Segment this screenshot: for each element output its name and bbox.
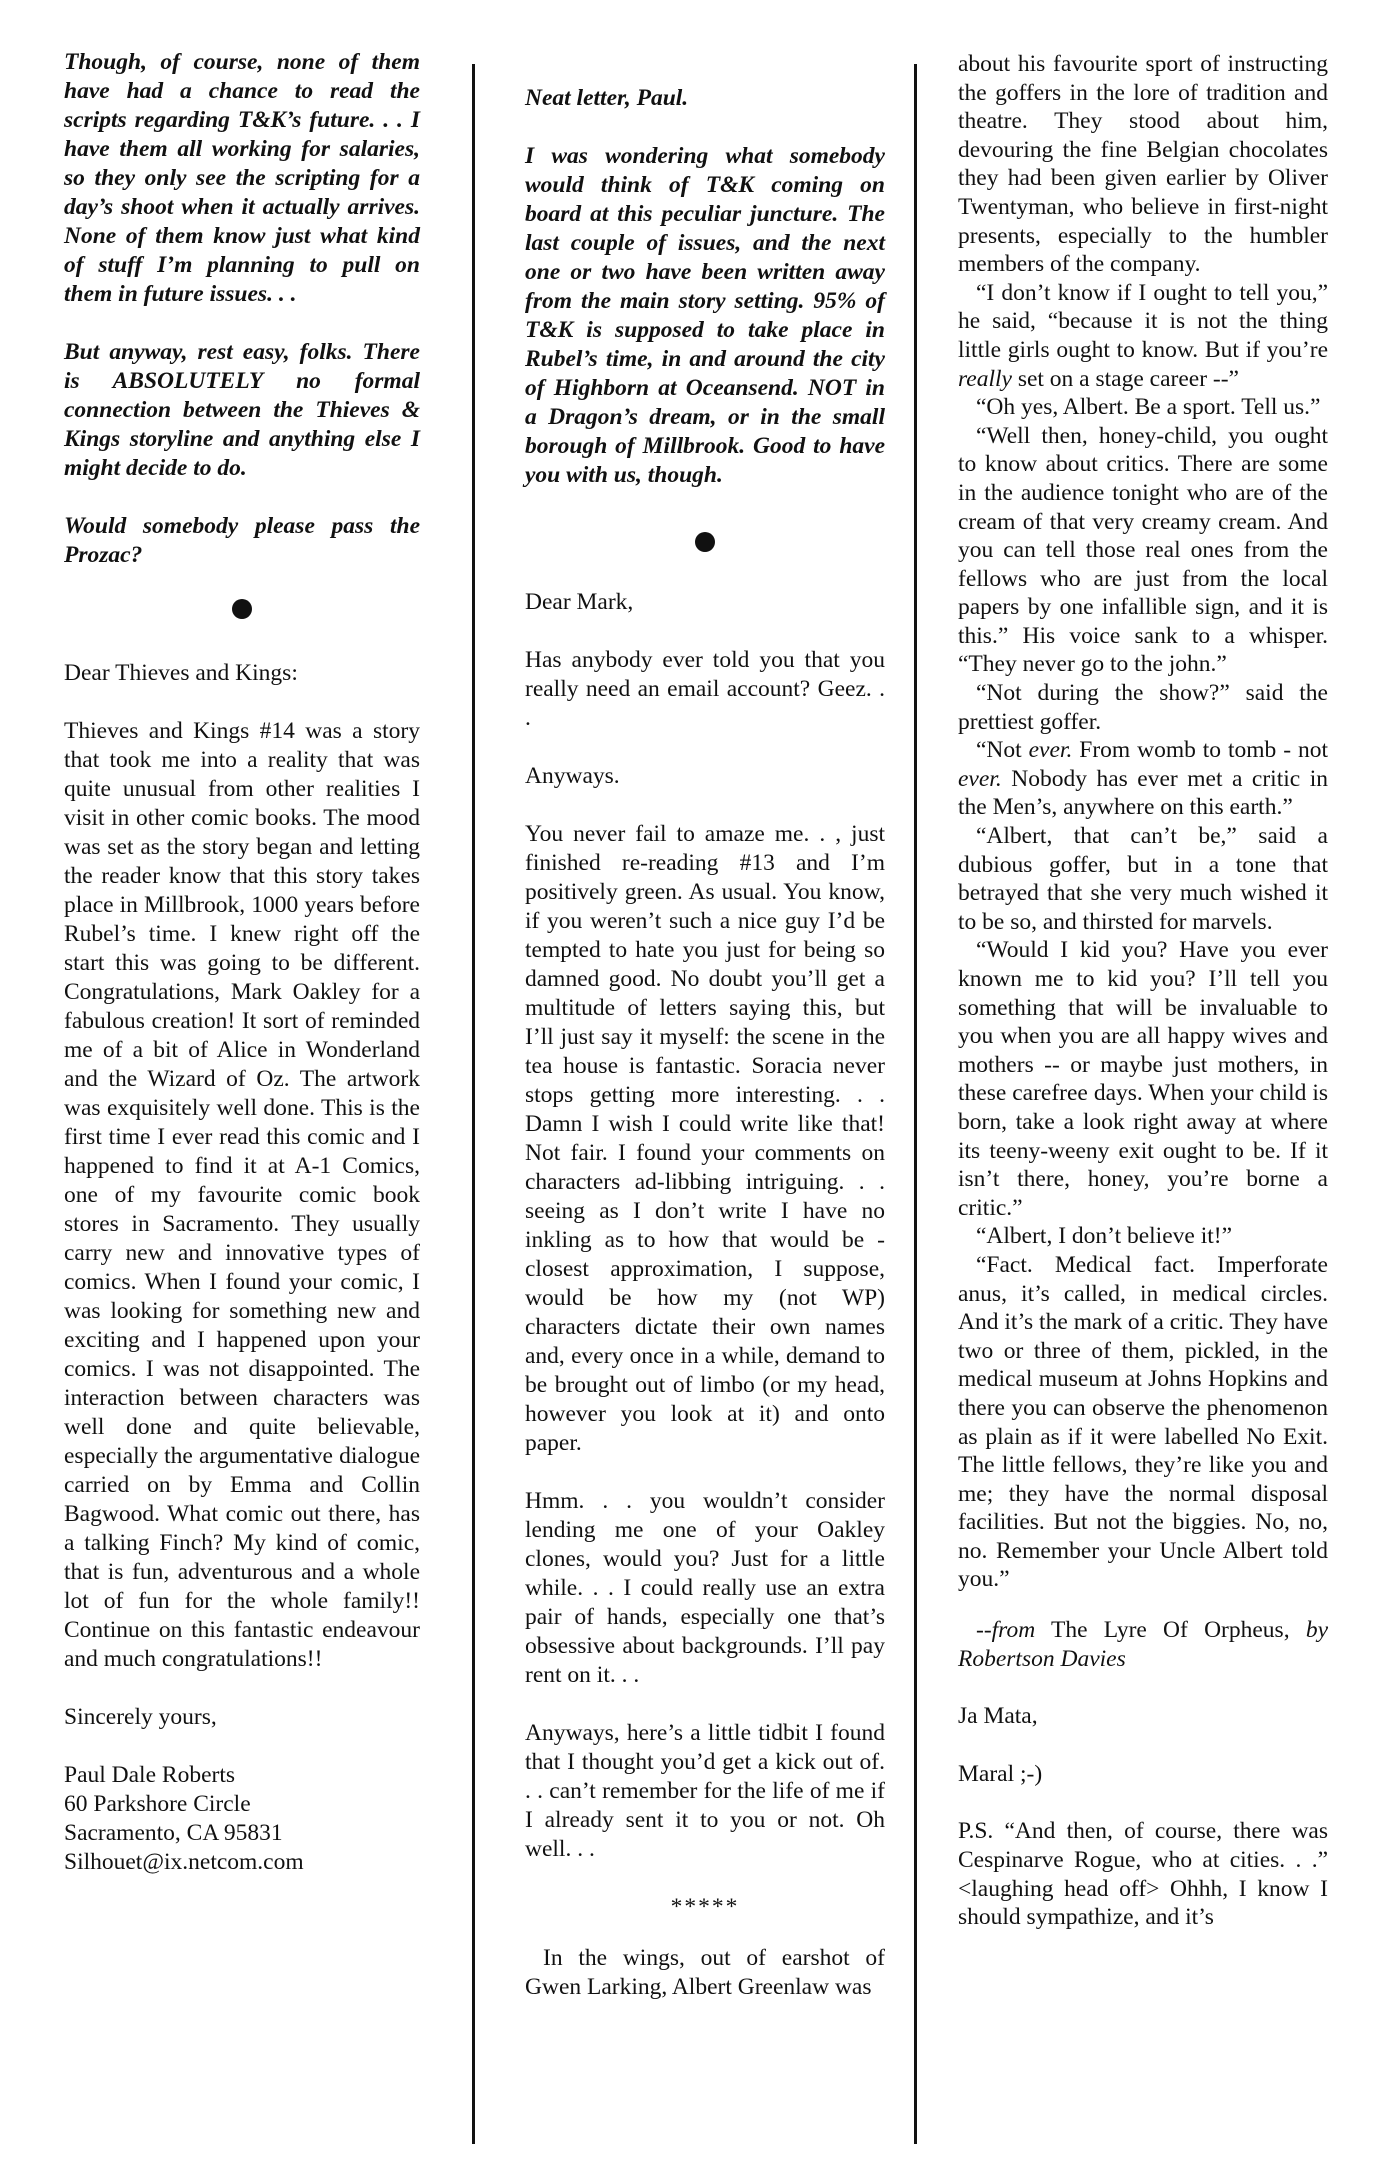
excerpt-emphasis: ever. [1028,737,1073,764]
excerpt-paragraph: “Would I kid you? Have you ever known me to kid you? I’ll tell you something that will be invaluable to you when you are all happy wives and mothers -- or maybe just mothers, in these carefree days. When your child is born, take a look right away at where its teeny-weeny exit ought to be. If it isn’t there, honey, you’re borne a critic.” [958,937,1328,1221]
editor-reply-paragraph: Neat letter, Paul. [525,85,689,111]
excerpt-paragraph [958,279,1328,393]
letter-closing: Sincerely yours, [64,1704,217,1730]
excerpt-text: set on a stage career --” [1011,365,1239,392]
signature-street: 60 Parkshore Circle [64,1791,251,1817]
source-author: by Robertson Davies [958,1617,1328,1672]
excerpt-paragraph: “Not during the show?” said the prettiest goffer. [958,680,1328,735]
column-left [64,48,420,1877]
source-title: The Lyre Of Orpheus, [1035,1617,1306,1644]
excerpt-paragraph: “Albert, I don’t believe it!” [976,1223,1233,1250]
excerpt-paragraph: “Oh yes, Albert. Be a sport. Tell us.” [976,394,1321,421]
letter-paragraph: Has anybody ever told you that you really need an email account? Geez. . . [525,647,885,731]
letter-paragraph: Anyways. [525,763,620,789]
excerpt-text: From womb to tomb - not [1072,737,1328,764]
excerpt-text: Nobody has ever met a critic in the Men’s, anywhere on this earth.” [958,765,1328,821]
source-prefix: --from [976,1617,1036,1644]
editor-reply-paragraph: I was wondering what somebody would think of T&K coming on board at this peculiar juncture. The last couple of issues, and the next one or two have been written away from the main story setting. 95% of T&K is supposed to take place in Rubel’s time, in and around the city of Highborn at Oceansend. NOT in a Dragon’s dream, or in the small borough of Millbrook. Good to have you with us, though. [525,143,885,488]
letter-sender: Maral ;-) [958,1760,1043,1787]
letter-signoff: Ja Mata, [958,1703,1038,1730]
excerpt-emphasis: ever. [958,765,1002,792]
column-divider-left [472,64,475,2144]
excerpt-paragraph [958,736,1328,822]
section-separator: ***** [670,1894,740,1920]
editor-reply-paragraph: But anyway, rest easy, folks. There is ABSOLUTELY no formal connection between the Thieves & Kings storyline and anything else I might decide to do. [64,339,420,481]
letter-body: Thieves and Kings #14 was a story that took me into a reality that was quite unusual from other realities I visit in other comic books. The mood was set as the story began and letting the reader know that this story takes place in Millbrook, 1000 years before Rubel’s time. I knew right off the start this was going to be different. Congratulations, Mark Oakley for a fabulous creation! It sort of reminded me of a bit of Alice in Wonderland and the Wizard of Oz. The artwork was exquisitely well done. This is the first time I ever read this comic and I happened to find it at A-1 Comics, one of my favourite comic book stores in Sacramento. They usually carry new and innovative types of comics. When I found your comic, I was looking for something new and exciting and I happened upon your comics. I was not disappointed. The interaction between characters was well done and quite believable, especially the argumentative dialogue carried on by Emma and Collin Bagwood. What comic out there, has a talking Finch? My kind of comic, that is fun, adventurous and a whole lot of fun for the whole family!! Continue on this fantastic endeavour and much congratulations!! [64,718,420,1672]
excerpt-paragraph: “Fact. Medical fact. Imperforate anus, it’s called, in medical circles. And it’s the mark of a critic. They have two or three of them, pickled, in the medical museum at Johns Hopkins and there you can observe the phenomenon as plain as if it were labelled No Exit. The little fellows, they’re like you and me; they have the normal disposal facilities. But not the biggies. No, no, no. Remember your Uncle Albert told you.” [958,1251,1328,1593]
excerpt-text: “I don’t know if I ought to tell you,” he said, “because it is not the thing little girls ought to know. But if you’re [958,279,1328,363]
letter-salutation: Dear Thieves and Kings: [64,660,298,686]
letter-paragraph: Anyways, here’s a little tidbit I found that I thought you’d get a kick out of. . . can’t remember for the life of me if I already sent it to you or not. Oh well. . . [525,1720,885,1862]
postscript: P.S. “And then, of course, there was Cespinarve Rogue, who at cities. . .” <laughing head off> Ohhh, I know I should sympathize, and it’s [958,1818,1328,1931]
column-divider-right [914,64,917,2144]
bullet-separator-icon [232,599,252,619]
signature-name: Paul Dale Roberts [64,1762,235,1788]
column-middle [525,48,885,2002]
excerpt-paragraph: In the wings, out of earshot of Gwen Larking, Albert Greenlaw was [525,1945,885,2000]
letter-salutation: Dear Mark, [525,589,634,615]
excerpt-paragraph: “Albert, that can’t be,” said a dubious goffer, but in a tone that betrayed that she very much wished it to be so, and thirsted for marvels. [958,823,1328,935]
letter-paragraph: You never fail to amaze me. . , just finished re-reading #13 and I’m positively green. As usual. You know, if you weren’t such a nice guy I’d be tempted to hate you just for being so damned good. No doubt you’ll get a multitude of letters saying this, but I’ll just say it myself: the scene in the tea house is fantastic. Soracia never stops getting more interesting. . . Damn I wish I could write like that! Not fair. I found your comments on characters ad-libbing intriguing. . . seeing as I don’t write I have no inkling as to how that would be - closest approximation, I suppose, would be how my (not WP) characters dictate their own names and, every once in a while, demand to be brought out of limbo (or my head, however you look at it) and onto paper. [525,821,885,1456]
signature-city: Sacramento, CA 95831 [64,1820,283,1846]
excerpt-paragraph: about his favourite sport of instructing the goffers in the lore of tradition and theatre. They stood about him, devouring the fine Belgian chocolates they had been given earlier by Oliver Twentyman, who believe in first-night presents, especially to the humbler members of the company. [958,51,1328,278]
editor-reply-paragraph: Would somebody please pass the Prozac? [64,513,420,568]
bullet-separator-icon [695,532,715,552]
column-right [958,50,1328,1932]
excerpt-paragraph: “Well then, honey-child, you ought to know about critics. There are some in the audience tonight who are of the cream of that very creamy cream. And you can tell those real ones from the fellows who are just from the local papers by one infallible sign, and it is this.” His voice sank to a whisper. “They never go to the john.” [958,422,1328,678]
excerpt-source [958,1616,1328,1673]
editor-reply-paragraph: Though, of course, none of them have had a chance to read the scripts regarding T&K’s future. . . I have them all working for salaries, so they only see the scripting for a day’s shoot when it actually arrives. None of them know just what kind of stuff I’m planning to pull on them in future issues. . . [64,49,420,307]
excerpt-text: “Not [976,737,1029,764]
letter-paragraph: Hmm. . . you wouldn’t consider lending me one of your Oakley clones, would you? Just for a little while. . . I could really use an extra pair of hands, especially one that’s obsessive about backgrounds. I’ll pay rent on it. . . [525,1488,885,1688]
excerpt-emphasis: really [958,365,1012,392]
signature-email: Silhouet@ix.netcom.com [64,1849,304,1875]
